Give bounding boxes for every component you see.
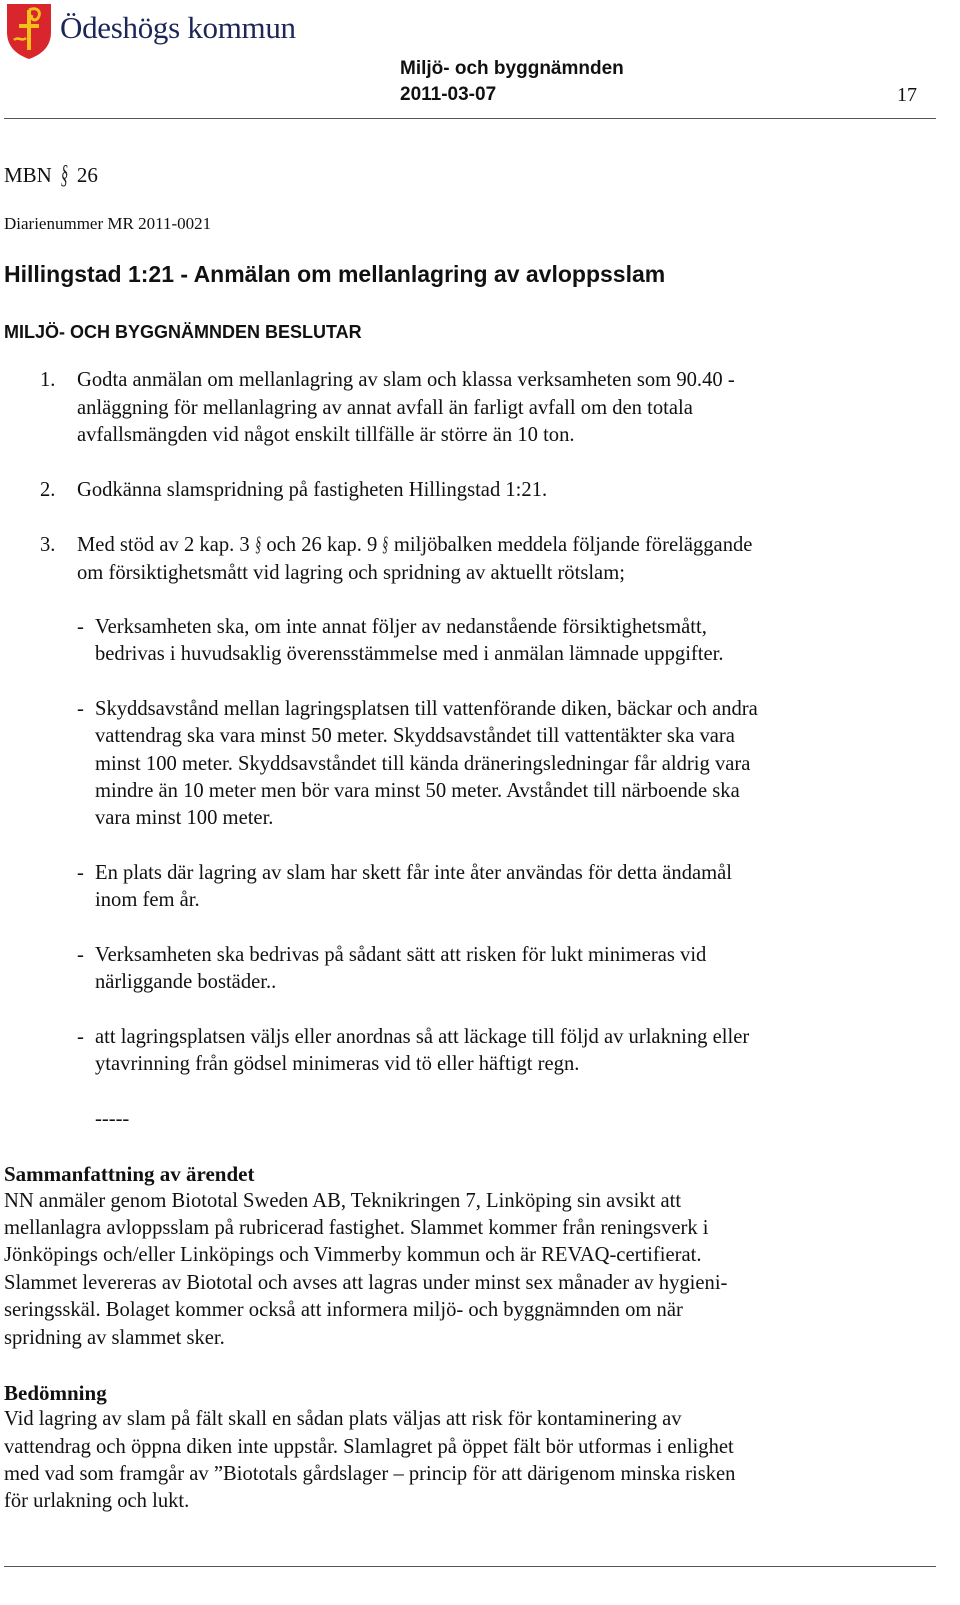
- condition-line: En plats där lagring av slam har skett får inte åter användas för detta ändamål: [95, 862, 733, 884]
- summary-line: mellanlagra avloppsslam på rubricerad fastighet. Slammet kommer från reningsverk i: [4, 1217, 709, 1239]
- case-number-value: 26: [76, 162, 98, 187]
- condition-line: att lagringsplatsen väljs eller anordnas så att läckage till följd av urlakning eller: [95, 1026, 750, 1048]
- condition-line: Skyddsavstånd mellan lagringsplatsen till vattenförande diken, bäckar och andra: [95, 698, 758, 720]
- decision-heading: MILJÖ- OCH BYGGNÄMNDEN BESLUTAR: [4, 322, 362, 342]
- decision-line: om försiktighetsmått vid lagring och spridning av aktuellt rötslam;: [77, 562, 625, 584]
- assessment-line: Vid lagring av slam på fält skall en sådan plats väljas att risk för kontaminering av: [4, 1408, 682, 1430]
- assessment-line: för urlakning och lukt.: [4, 1490, 190, 1512]
- header-divider: [4, 118, 936, 119]
- summary-line: seringsskäl. Bolaget kommer också att informera miljö- och byggnämnden om när: [4, 1299, 683, 1321]
- assessment-heading: Bedömning: [4, 1381, 107, 1405]
- condition-line: ytavrinning från gödsel minimeras vid tö eller häftigt regn.: [95, 1053, 580, 1075]
- summary-line: Jönköpings och/eller Linköpings och Vimmerby kommun och är REVAQ-certifierat.: [4, 1244, 702, 1266]
- condition-dash: -: [77, 616, 84, 638]
- assessment-line: med vad som framgår av ”Biototals gårdslager – princip för att därigenom minska risken: [4, 1463, 736, 1485]
- summary-line: NN anmäler genom Biototal Sweden AB, Teknikringen 7, Linköping sin avsikt att: [4, 1190, 682, 1212]
- decision-number: 1.: [40, 369, 56, 391]
- coat-of-arms-icon: [4, 2, 54, 60]
- section-sign-icon: §: [255, 534, 261, 556]
- page-number: 17: [897, 84, 917, 106]
- condition-line: bedrivas i huvudsaklig överensstämmelse med i anmälan lämnade uppgifter.: [95, 643, 724, 665]
- condition-dash: -: [77, 1026, 84, 1048]
- summary-heading: Sammanfattning av ärendet: [4, 1162, 255, 1186]
- section-separator: -----: [95, 1108, 130, 1130]
- decision-text: miljöbalken meddela följande föreläggande: [393, 534, 753, 556]
- section-sign-icon: §: [60, 160, 68, 189]
- section-sign-icon: §: [382, 534, 389, 556]
- decision-number: 3.: [40, 534, 56, 556]
- decision-text: och 26 kap. 9: [266, 534, 378, 556]
- summary-line: spridning av slammet sker.: [4, 1327, 225, 1349]
- condition-line: närliggande bostäder..: [95, 971, 277, 993]
- decision-line: avfallsmängden vid något enskilt tillfälle är större än 10 ton.: [77, 424, 575, 446]
- case-title: Hillingstad 1:21 - Anmälan om mellanlagring av avloppsslam: [4, 261, 666, 287]
- assessment-line: vattendrag och öppna diken inte uppstår. Slamlagret på öppet fält bör utformas i enlighet: [4, 1436, 734, 1458]
- case-number: [4, 160, 98, 190]
- condition-line: mindre än 10 meter men bör vara minst 50 meter. Avståndet till närboende ska: [95, 780, 740, 802]
- board-name: Miljö- och byggnämnden: [400, 58, 624, 79]
- condition-line: minst 100 meter. Skyddsavståndet till kända dräneringsledningar får aldrig vara: [95, 753, 751, 775]
- condition-line: Verksamheten ska, om inte annat följer av nedanstående försiktighetsmått,: [95, 616, 707, 638]
- summary-line: Slammet levereras av Biototal och avses att lagras under minst sex månader av hygieni-: [4, 1272, 728, 1294]
- logo-text: Ödeshögs kommun: [60, 10, 296, 45]
- case-prefix: MBN: [4, 162, 52, 187]
- decision-text: Med stöd av 2 kap. 3: [77, 534, 250, 556]
- condition-line: vara minst 100 meter.: [95, 807, 274, 829]
- municipality-logo: [4, 2, 296, 60]
- condition-line: Verksamheten ska bedrivas på sådant sätt att risken för lukt minimeras vid: [95, 944, 707, 966]
- decision-line: [77, 534, 752, 557]
- condition-dash: -: [77, 698, 84, 720]
- diarienummer: Diarienummer MR 2011-0021: [4, 214, 212, 233]
- decision-number: 2.: [40, 479, 56, 501]
- decision-line: anläggning för mellanlagring av annat avfall än farligt avfall om den totala: [77, 397, 693, 419]
- condition-line: inom fem år.: [95, 889, 200, 911]
- condition-dash: -: [77, 862, 84, 884]
- decision-line: Godkänna slamspridning på fastigheten Hillingstad 1:21.: [77, 479, 548, 501]
- meeting-date: 2011-03-07: [400, 84, 497, 105]
- condition-line: vattendrag ska vara minst 50 meter. Skyddsavståndet till vattentäkter ska vara: [95, 725, 735, 747]
- condition-dash: -: [77, 944, 84, 966]
- decision-line: Godta anmälan om mellanlagring av slam och klassa verksamheten som 90.40 -: [77, 369, 735, 391]
- footer-divider: [4, 1566, 936, 1567]
